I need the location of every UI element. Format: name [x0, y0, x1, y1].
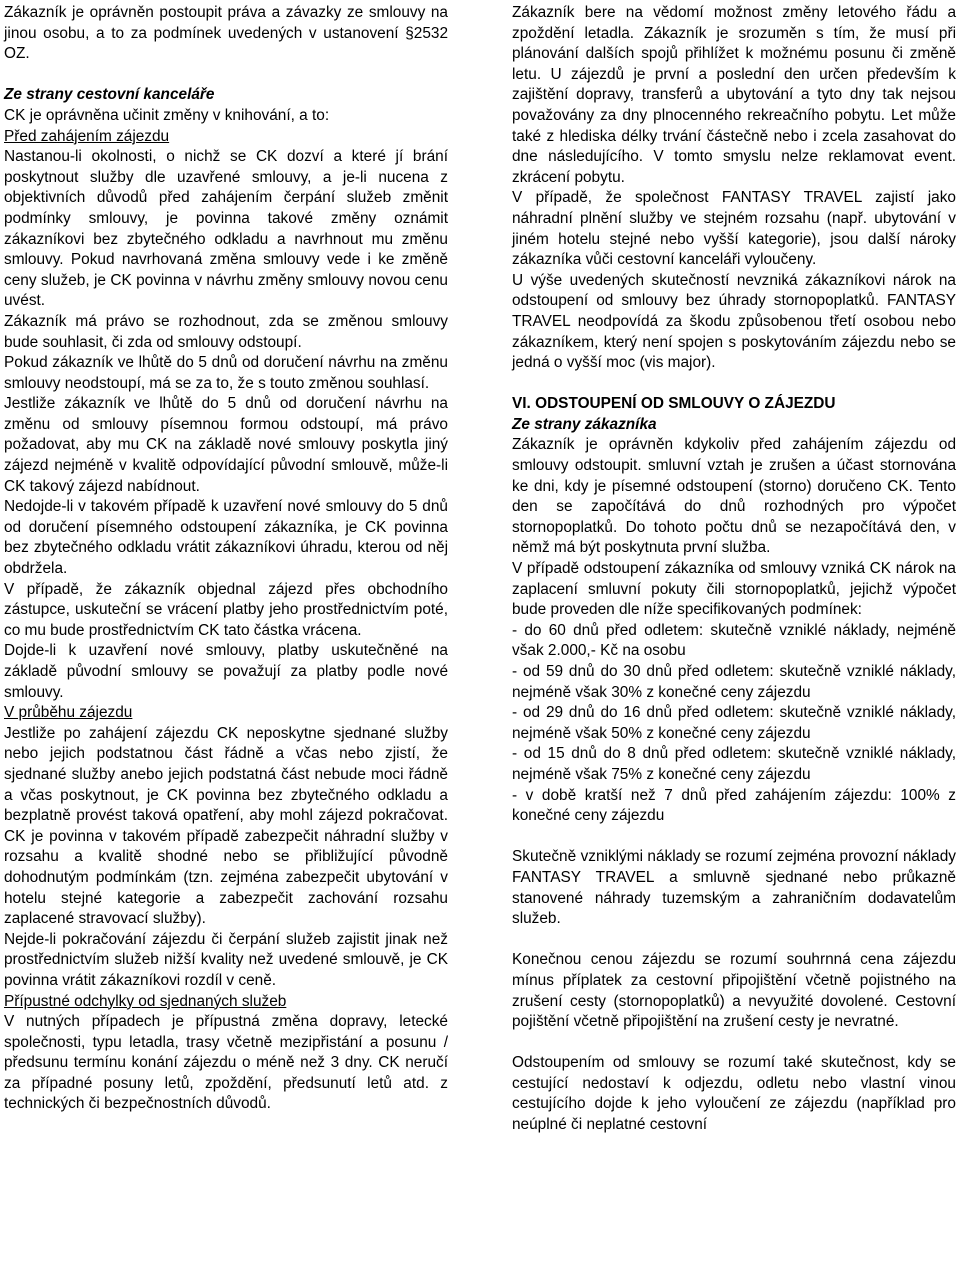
paragraph-cancellation-fees: V případě odstoupení zákazníka od smlouvy vzniká CK nárok na zaplacení smluvní pokuty čili stornopoplatků, jejichž výpočet bude proveden dle níže specifikovaných podmínek: [512, 560, 956, 619]
blank-line [512, 827, 956, 848]
paragraph-actual-costs: Skutečně vzniklými náklady se rozumí zejména provozní náklady FANTASY TRAVEL a smluvně sjednané nebo průkazně stanovené náhrady tuzemským a zahraničním dodavatelům služeb. [512, 848, 956, 928]
paragraph-substitute-performance: V případě, že společnost FANTASY TRAVEL zajistí jako náhradní plnění služby ve stejném rozsahu (např. ubytování v jiném hotelu stejné nebo vyšší kategorie), jsou další nároky zákazníka vůči cestovní kanceláři vyloučeny. [512, 189, 956, 269]
paragraph-implied-consent: Pokud zákazník ve lhůtě do 5 dnů od doručení návrhu na změnu smlouvy neodstoupí, má se za to, že s touto změnou souhlasí. [4, 354, 448, 392]
paragraph-replacement-services: Jestliže po zahájení zájezdu CK neposkytne sjednané služby nebo jejich podstatnou část řádně a včas nebo zjistí, že sjednané služby anebo jejich podstatná část nebude moci řádně a včas poskytnout, je CK povinna bez zbytečného odkladu a bezplatně provést taková opatření, aby mohl zájezd pokračovat. CK je povinna v takovém případě zabezpečit náhradní služby v rozsahu a kvalitě shodné nebo se přibližující původně dohodnutým podmínkám (tzn. zejména zabezpečit ubytování v hotelu stejné kategorie a zabezpečit zachování rozsahu zaplacené stravovací služby). [4, 724, 448, 928]
paragraph-flight-schedule: Zákazník bere na vědomí možnost změny letového řádu a zpoždění letadla. Zákazník je srozuměn s tím, že musí při plánování dalších spojů přihlížet k možnému posunu či změně letu. U zájezdů je první a poslední den určen především k zajištění dopravy, transferů a ubytování a tyto dny tak nejsou považovány za dny plnocenného rekreačního pobytu. Let může také z hlediska délky trvání částečně nebo i zcela zasahovat do dne následujícího. V tomto smyslu nelze reklamovat event. zkrácení pobytu. [512, 4, 956, 186]
heading-permitted-deviations: Přípustné odchylky od sjednaných služeb [4, 992, 287, 1010]
paragraph-final-price: Konečnou cenou zájezdu se rozumí souhrnná cena zájezdu mínus příplatek za cestovní připojištění včetně pojistného na zrušení cesty (stornopoplatků) a nevyužité dovolené. Cestovní pojištění včetně připojištění na zrušení cesty je nevratné. [512, 951, 956, 1031]
heading-during-trip: V průběhu zájezdu [4, 704, 133, 722]
fee-list-item: - od 29 dnů do 16 dnů před odletem: skutečně vzniklé náklady, nejméně však 50% z konečné ceny zájezdu [512, 704, 956, 742]
fee-list-item: - v době kratší než 7 dnů před zahájením zájezdu: 100% z konečné ceny zájezdu [512, 786, 956, 825]
blank-line [512, 930, 956, 951]
paragraph-assignment: Zákazník je oprávněn postoupit práva a závazky ze smlouvy na jinou osobu, a to za podmínek uvedených v ustanovení §2532 OZ. [4, 4, 448, 63]
fee-list-item: - do 60 dnů před odletem: skutečně vzniklé náklady, nejméně však 2.000,- Kč na osobu [512, 621, 956, 660]
fee-list-item: - od 59 dnů do 30 dnů před odletem: skutečně vzniklé náklady, nejméně však 30% z konečné ceny zájezdu [512, 663, 956, 701]
paragraph-sales-agent: V případě, že zákazník objednal zájezd přes obchodního zástupce, uskuteční se vrácení platby jeho prostřednictvím poté, co mu bude prostřednictvím CK tato částka vrácena. [4, 580, 448, 639]
paragraph-customer-withdrawal: Zákazník je oprávněn kdykoliv před zahájením zájezdu od smlouvy odstoupit. smluvní vztah je zrušen a účast stornována ke dni, kdy je písemné odstoupení (storno) doručeno CK. Tento den se započítává do dnů rozhodných pro výpočet stornopoplatků. Do tohoto počtu dnů se nezapočítává den, v němž má být poskytnuta první služba. [512, 436, 956, 557]
paragraph-no-show: Odstoupením od smlouvy se rozumí také skutečnost, kdy se cestující nedostaví k odjezdu, odletu nebo vlastní vinou cestujícího dojde k jeho vyloučení ze zájezdu (například pro neúplné či neplatné cestovní [512, 1054, 956, 1134]
right-column [512, 3, 956, 1136]
paragraph-price-difference: Nejde-li pokračování zájezdu či čerpání služeb zajistit jinak než prostřednictvím služeb nižší kvality než uvedené smlouvě, je CK povinna vrátit zákazníkovi rozdíl v ceně. [4, 930, 448, 989]
heading-travel-agency: Ze strany cestovní kanceláře [4, 86, 215, 104]
paragraph-new-contract-payments: Dojde-li k uzavření nové smlouvy, platby uskutečněné na základě původní smlouvy se považují za platby podle nové smlouvy. [4, 642, 448, 701]
blank-line [4, 65, 448, 86]
paragraph-no-claim: U výše uvedených skutečností nevzniká zákazníkovi nárok na odstoupení od smlouvy bez úhrady stornopoplatků. FANTASY TRAVEL neodpovídá za škodu způsobenou třetí osobou nebo zákazníkem, který není spojen s poskytováním zájezdu nebo se jedná o vyšší moc (vis major). [512, 271, 956, 372]
section-heading-withdrawal: VI. ODSTOUPENÍ OD SMLOUVY O ZÁJEZDU [512, 395, 836, 413]
paragraph-written-withdrawal: Jestliže zákazník ve lhůtě do 5 dnů od doručení návrhu na změnu od smlouvy písemnou formou odstoupí, má právo požadovat, aby mu CK na základě nové smlouvy poskytla jiný zájezd nejméně v kvalitě odpovídající původní smlouvě, může-li CK takový zájezd nabídnout. [4, 395, 448, 495]
blank-line [512, 374, 956, 395]
heading-by-customer: Ze strany zákazníka [512, 415, 657, 433]
paragraph-refund: Nedojde-li v takovém případě k uzavření nové smlouvy do 5 dnů od doručení písemného odstoupení zákazníka, je CK povinna bez zbytečného odkladu vrátit zákazníkovi úhradu, kterou od něj obdržela. [4, 498, 448, 578]
paragraph-transport-changes: V nutných případech je přípustná změna dopravy, letecké společnosti, typu letadla, trasy včetně mezipřistání a posunu / předsunu termínu konání zájezdu o méně než 3 dny. CK neručí za případné posuny letů, zpoždění, předsunutí letů atd. z technických či bezpečnostních důvodů. [4, 1013, 448, 1113]
paragraph-circumstances: Nastanou-li okolnosti, o nichž se CK dozví a které jí brání poskytnout služby dle uzavřené smlouvy, a je-li nucena z objektivních důvodů před zahájením čerpání služeb změnit podmínky smlouvy, je povinna takové změny oznámit zákazníkovi bez zbytečného odkladu a navrhnout mu změnu smlouvy. Pokud navrhovaná změna smlouvy vede i ke změně ceny služeb, je CK povinna v návrhu změny smlouvy novou cenu uvést. [4, 148, 448, 310]
fee-list-item: - od 15 dnů do 8 dnů před odletem: skutečně vzniklé náklady, nejméně však 75% z konečné ceny zájezdu [512, 745, 956, 783]
paragraph-ck-changes: CK je oprávněna učinit změny v knihování, a to: [4, 106, 330, 124]
blank-line [512, 1033, 956, 1054]
paragraph-customer-decision: Zákazník má právo se rozhodnout, zda se změnou smlouvy bude souhlasit, či zda od smlouvy odstoupí. [4, 312, 448, 351]
heading-before-trip: Před zahájením zájezdu [4, 127, 170, 145]
left-column [4, 3, 448, 1115]
